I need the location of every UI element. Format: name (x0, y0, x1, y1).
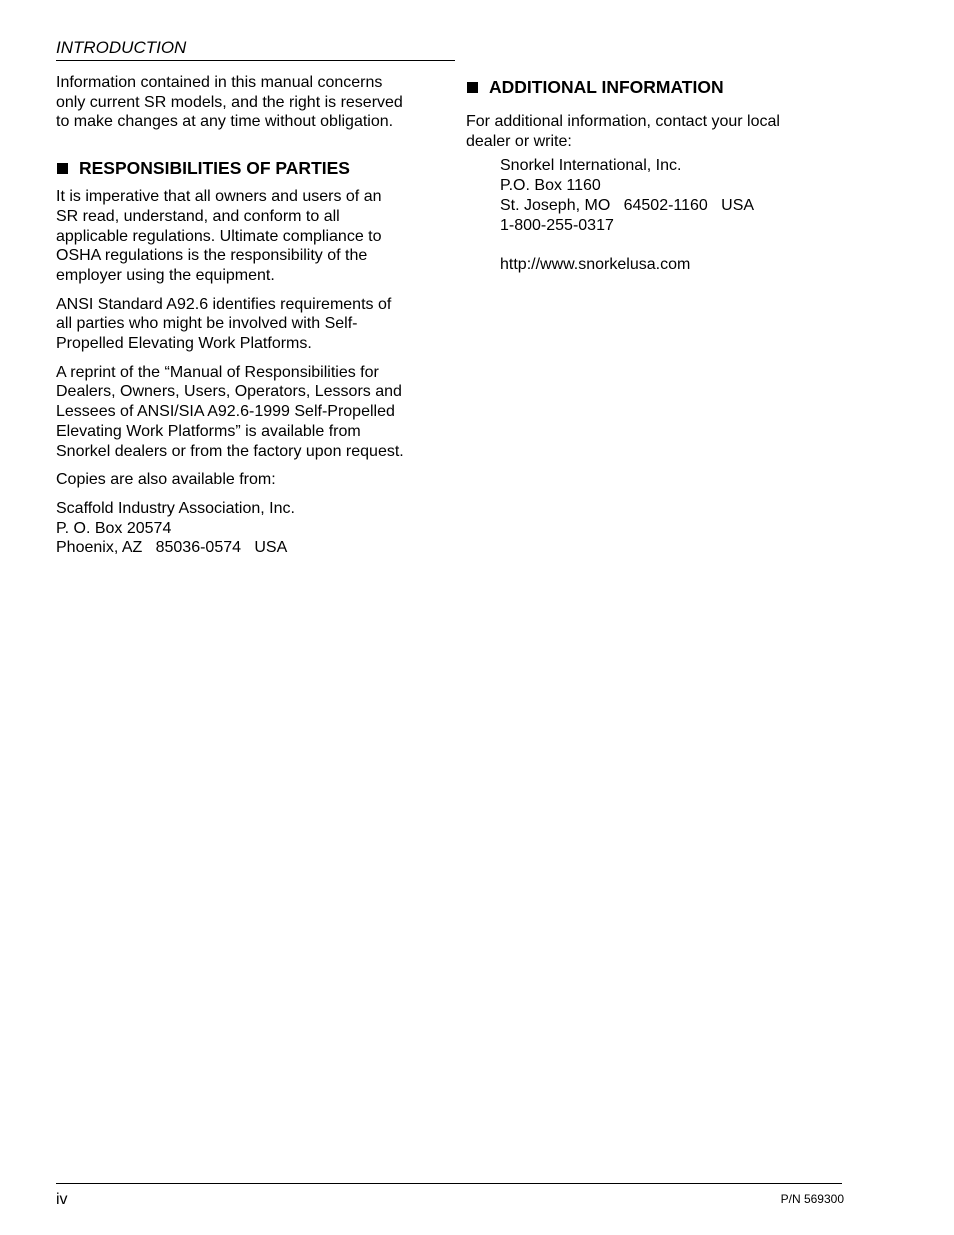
additional-info-paragraph: For additional information, contact your local dealer or write: (466, 113, 780, 150)
snorkel-address-line-1: Snorkel International, Inc. (500, 157, 682, 175)
snorkel-address-line-3: St. Joseph, MO 64502-1160 USA (500, 196, 755, 214)
snorkel-address-line-2: P.O. Box 1160 (500, 177, 601, 195)
footer-rule (56, 1183, 842, 1184)
square-bullet-icon (57, 163, 68, 174)
part-number: P/N 569300 (780, 1192, 844, 1206)
snorkel-phone: 1-800-255-0317 (500, 216, 614, 234)
sia-address-line-3: Phoenix, AZ 85036-0574 USA (56, 539, 288, 557)
responsibilities-heading (56, 157, 436, 179)
square-bullet-icon (467, 82, 478, 93)
left-column (56, 73, 436, 558)
website-link[interactable]: http://www.snorkelusa.com (500, 256, 691, 274)
responsibilities-paragraph-2: ANSI Standard A92.6 identifies requirements of all parties who might be involved with Self- Propelled Elevating Work Platforms. (56, 295, 392, 353)
additional-info-heading-text: ADDITIONAL INFORMATION (489, 77, 724, 97)
responsibilities-heading-text: RESPONSIBILITIES OF PARTIES (79, 158, 350, 179)
responsibilities-paragraph-4: Copies are also available from: (56, 471, 276, 489)
page-number: iv (56, 1191, 68, 1208)
snorkel-address (500, 156, 846, 275)
intro-paragraph: Information contained in this manual concerns only current SR models, and the right is reserved to make changes at any time without obligation. (56, 74, 403, 131)
additional-info-heading (466, 76, 846, 98)
sia-address (56, 499, 436, 558)
right-column (466, 73, 846, 275)
responsibilities-paragraph-1: It is imperative that all owners and users of an SR read, understand, and conform to all applicable regulations. Ultimate compliance to OSHA regulations is the responsibility of the employer using the equipment. (56, 188, 382, 284)
header-rule (56, 60, 455, 61)
responsibilities-paragraph-3: A reprint of the “Manual of Responsibilities for Dealers, Owners, Users, Operators, Lessors and Lessees of ANSI/SIA A92.6-1999 Self-Propelled Elevating Work Platforms” is available from Snorkel dealers or from the factory upon request. (56, 363, 404, 460)
sia-address-line-1: Scaffold Industry Association, Inc. (56, 499, 295, 517)
sia-address-line-2: P. O. Box 20574 (56, 519, 172, 537)
header-section-title: INTRODUCTION (56, 38, 187, 57)
